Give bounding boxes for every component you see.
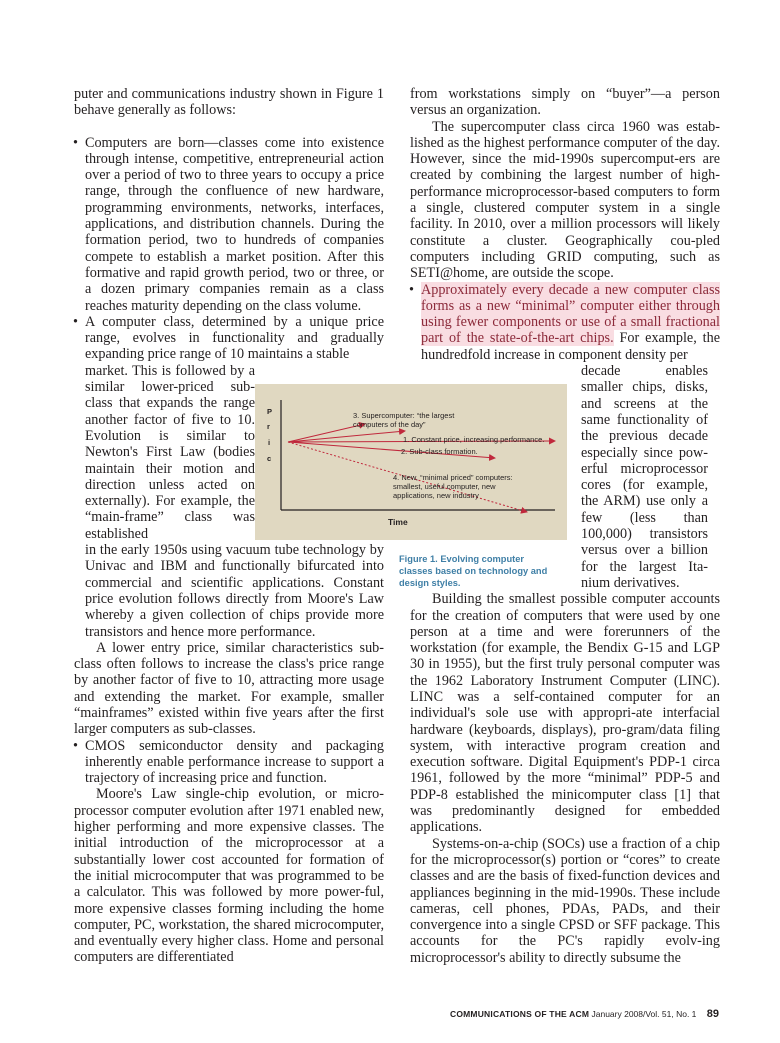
para-supercomputer: The supercomputer class circa 1960 was estab-lished as the highest performance computer of the day. However, since the mid-1990s supercomput-ers are created by combining the largest number of high-performance microprocessor-based computers to form a single, clustered computer system in a single facility. In 2010, over a million processors will likely constitute a cluster. Geographically cou-pled computers including GRID computing, such as SETI@home, are outside the scope. [410, 118, 720, 282]
para-lower-entry: A lower entry price, similar characteristics sub-class often follows to increase the class's price range by another factor of five to 10, attracting more usage and extending the market. For example, smaller “mainframes” existed within five years after the first larger computers as sub-classes. [74, 639, 384, 738]
right-intro: from workstations simply on “buyer”—a person versus an organization. [410, 86, 720, 119]
page-footer [450, 1008, 720, 1020]
right-bullet-list [410, 282, 720, 363]
para-smallest: Building the smallest possible computer accounts for the creation of computers that were used by one person at a time and were forerunners of the workstation (for example, the Bendix G-15 and LGP 30 in 1955), but the first truly personal computer was the 1962 Laboratory Instrument Computer (LINC). LINC was a self-contained computer for an individual's sole use with appropri-ate interfacial hardware (keyboards, displays), pro-gram/data filing system, with interactive program creation and execution software. Digital Equipment's PDP-1 circa 1961, followed by the more “minimal” PDP-5 and PDP-8 established the minicomputer class [1] that was predominantly designed for embedded applications. [410, 591, 720, 836]
label-minimal: 4. New, “minimal priced” computers: smallest, useful computer, new applications, new industry [393, 473, 513, 500]
y-axis-letter-c: c [267, 454, 272, 463]
label-supercomputer: 3. Supercomputer: “the largest computers of the day” [353, 411, 455, 429]
arrow-supercomputer-2 [288, 431, 405, 442]
y-axis-letter-r: r [267, 422, 270, 431]
bullet-class-text: A computer class, determined by a unique price range, evolves in functionality and gradually expanding price range of 10 maintains a stable [85, 313, 384, 363]
left-bullet-list-2 [74, 738, 384, 787]
bullet-minimal-computer [410, 282, 720, 363]
para-moore: Moore's Law single-chip evolution, or micro-processor computer evolution after 1971 enabled new, higher performing and more expensive classes. The initial introduction of the microprocessor at a substantially lower cost accounted for formation of the initial microcomputer that was programmed to be a calculator. This was followed by more power-ful, more expensive classes forming including the home computer, PC, workstation, the shared microcomputer, and eventually every higher class. Home and personal computers are differentiated [74, 786, 384, 966]
bullet-cmos: • CMOS semiconductor density and packaging inherently enable performance increase to support a trajectory of increasing price and function. [74, 738, 384, 787]
x-axis-label: Time [388, 517, 408, 527]
bullet-class-rest: in the early 1950s using vacuum tube technology by Univac and IBM and functionally bifurcated into commercial and scientific applications. Constant price evolution follows directly from Moore's Law whereby a given collection of chips provide more transistors and hence more performance. [85, 542, 384, 640]
bullet-minimal-rest: For example, the hundredfold increase in component density per [421, 330, 720, 363]
highlighted-text: Approximately every decade a new computer class forms as a new “minimal” computer either through using fewer components or use of a small fractional part of the state-of-the-art chips. [421, 281, 720, 347]
label-constant-price: 1. Constant price, increasing performance. [403, 435, 545, 444]
page-number: 89 [706, 1008, 720, 1020]
magazine-name: COMMUNICATIONS OF THE ACM [450, 1009, 590, 1019]
bullet-class-wrap: market. This is followed by a similar lower-priced sub-class that expands the range another factor of five to 10. Evolution is similar to Newton's First Law (bodies maintain their motion and direction unless acted on externally). For example, the “main-frame” class was established [85, 362, 255, 542]
y-axis-letter-i: i [268, 438, 271, 447]
y-axis-letter-p: P [267, 407, 273, 416]
figure-1 [255, 384, 567, 540]
label-subclass: 2. Sub-class formation. [401, 447, 478, 456]
figure-caption: Figure 1. Evolving computer classes based on technology and design styles. [399, 554, 548, 588]
para-soc: Systems-on-a-chip (SOCs) use a fraction of a chip for the microprocessor(s) portion or “cores” to create classes and are the basis of fixed-function devices and appliances beginning in the mid-1990s. These include cameras, cell phones, PDAs, PADs, and their convergence into a single CPSD or SFF package. This accounts for the PC's rapidly evolv-ing microprocessor's ability to directly subsume the [410, 835, 720, 966]
issue-info: January 2008/Vol. 51, No. 1 [591, 1009, 697, 1019]
bullet-minimal-wrap: decade enables smaller chips, disks, and screens at the same functionality of the previous decade especially since pow-erful microprocessor cores (for example, the ARM) use only a few (less than 100,000) transistors versus over a billion for the largest Ita-nium derivatives. [581, 363, 708, 591]
left-intro: puter and communications industry shown in Figure 1 behave generally as follows: [74, 86, 384, 119]
bullet-computers-born: • Computers are born—classes come into existence through intense, competitive, entrepreneurial action over a period of two to three years to occupy a price range, through the confluence of new hardware, programming environments, networks, interfaces, applications, and distribution channels. During the formation period, two to hundreds of companies compete to establish a market position. After this formative and rapid growth period, two or three, or a dozen primary companies remain as a class reaches maturity depending on the class volume. [74, 135, 384, 314]
figure-diagram [255, 384, 567, 540]
